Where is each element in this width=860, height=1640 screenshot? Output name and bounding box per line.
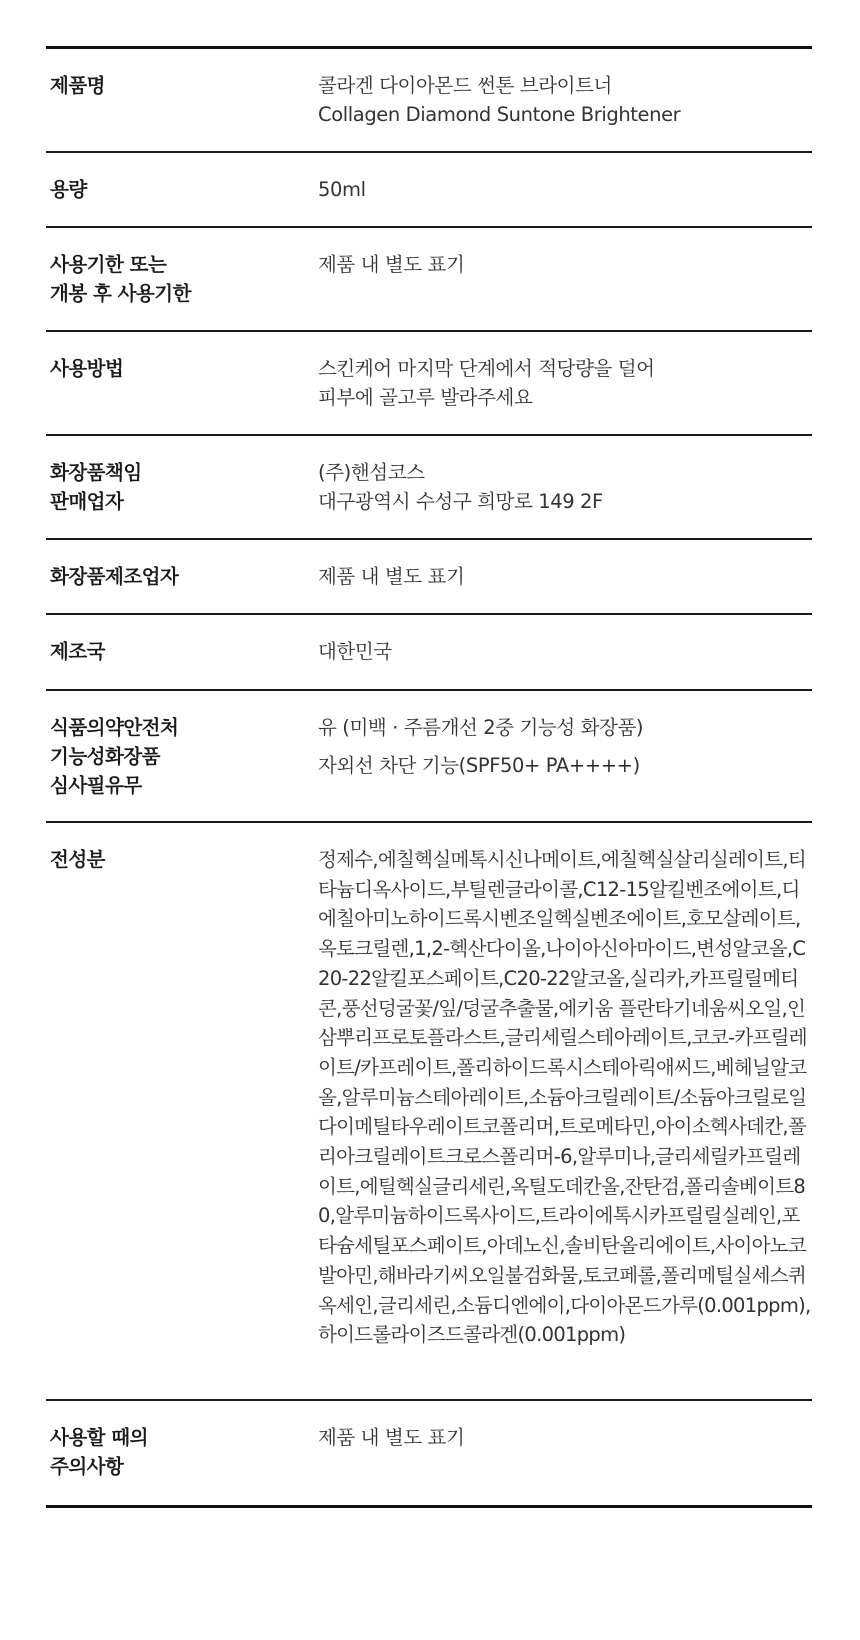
spec-row-manufacturer [46, 540, 812, 615]
spec-row-ingredients [46, 823, 812, 1401]
spec-value-line: 콜라겐 다이아몬드 썬톤 브라이트너 [318, 74, 612, 97]
spec-label: 제조국 [50, 640, 106, 663]
spec-label: 제품명 [50, 74, 106, 97]
spec-value-line: Collagen Diamond Suntone Brightener [318, 103, 681, 126]
spec-value-line: 대구광역시 수성구 희망로 149 2F [318, 490, 603, 513]
spec-row-seller [46, 436, 812, 540]
spec-value [318, 1423, 812, 1452]
spec-value [318, 175, 812, 204]
spec-label: 전성분 [50, 848, 106, 871]
spec-value [318, 562, 812, 591]
ingredients-text: 정제수,에칠헥실메톡시신나메이트,에칠헥실살리실레이트,티타늄디옥사이드,부틸렌글라이콜,C12-15알킬벤조에이트,디에칠아미노하이드록시벤조일헥실벤조에이트,호모살레이트,옥토크릴렌,1,2-헥산다이올,나이아신아마이드,변성알코올,C20-22알킬포스페이트,C20-22알코올,실리카,카프릴릴메티콘,풍선덩굴꽃/잎/덩굴추출물,에키움 플란타기네움씨오일,인삼뿌리프로토플라스트,글리세릴스테아레이트,코코-카프릴레이트/카프레이트,폴리하이드록시스테아릭애씨드,베헤닐알코올,알루미늄스테아레이트,소듐아크릴레이트/소듐아크릴로일다이메틸타우레이트코폴리머,트로메타민,아이소헥사데칸,폴리아크릴레이트크로스폴리머-6,알루미나,글리세릴카프릴레이트,에틸헥실글리세린,옥틸도데칸올,잔탄검,폴리솔베이트80,알루미늄하이드록사이드,트라이에톡시카프릴릴실레인,포타슘세틸포스페이트,아데노신,솔비탄올리에이트,사이아노코발아민,해바라기씨오일불검화물,토코페롤,폴리메틸실세스퀴옥세인,글리세린,소듐디엔에이,다이아몬드가루(0.001ppm),하이드롤라이즈드콜라겐(0.001ppm) [318, 848, 811, 1347]
spec-value [318, 458, 812, 516]
spec-row-precautions [46, 1401, 812, 1505]
spec-value [318, 713, 812, 780]
spec-row-product-name [46, 49, 812, 153]
spec-value-line: 50ml [318, 178, 366, 201]
spec-value [318, 250, 812, 279]
spec-value [318, 845, 812, 1350]
spec-value [318, 354, 812, 412]
spec-value-line: 유 (미백 · 주름개선 2중 기능성 화장품) [318, 716, 644, 739]
spec-value-line: 제품 내 별도 표기 [318, 1426, 465, 1449]
spec-value-line: 스킨케어 마지막 단계에서 적당량을 덜어 [318, 357, 655, 380]
spec-label: 화장품책임 판매업자 [50, 461, 142, 513]
spec-value-line: 제품 내 별도 표기 [318, 253, 465, 276]
spec-row-expiry [46, 228, 812, 332]
spec-row-functional-review [46, 691, 812, 823]
spec-value-line: 자외선 차단 기능(SPF50+ PA++++) [318, 754, 640, 777]
spec-label: 화장품제조업자 [50, 565, 179, 588]
spec-value [318, 71, 812, 129]
spec-label: 용량 [50, 178, 87, 201]
spec-row-volume [46, 153, 812, 228]
spec-value-line: 대한민국 [318, 640, 392, 663]
spec-label: 사용할 때의 주의사항 [50, 1426, 148, 1478]
spec-row-country [46, 615, 812, 691]
spec-value-line: (주)핸섬코스 [318, 461, 425, 484]
spec-row-usage [46, 332, 812, 436]
spec-label: 식품의약안전처 기능성화장품 심사필유무 [50, 716, 179, 797]
spec-value-line: 피부에 골고루 발라주세요 [318, 386, 533, 409]
spec-label: 사용기한 또는 개봉 후 사용기한 [50, 253, 191, 305]
spec-value-line: 제품 내 별도 표기 [318, 565, 465, 588]
product-spec-table [46, 46, 812, 1508]
spec-label: 사용방법 [50, 357, 124, 380]
spec-value [318, 637, 812, 666]
